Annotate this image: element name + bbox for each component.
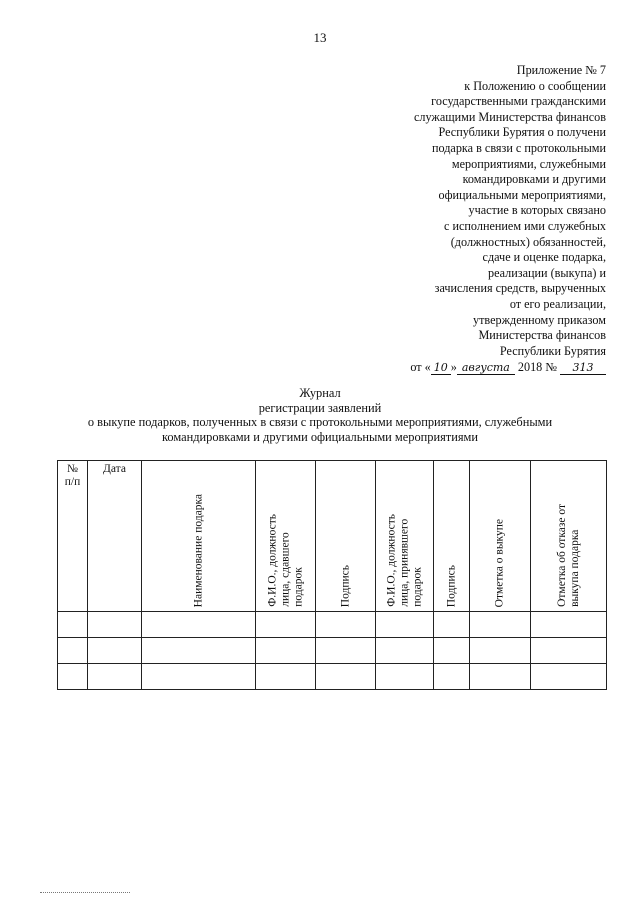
table-cell	[316, 638, 376, 664]
table-row	[58, 638, 607, 664]
appendix-line: Приложение № 7	[516, 63, 606, 77]
journal-description-2: командировками и другими официальными мероприятиями	[161, 429, 479, 444]
table-cell	[316, 664, 376, 690]
table-cell	[470, 612, 531, 638]
appendix-line: участие в которых связано	[468, 203, 606, 218]
appendix-block	[366, 63, 606, 376]
journal-heading	[0, 386, 640, 444]
appendix-line: утвержденному приказом	[473, 312, 606, 327]
appendix-line: официальными мероприятиями,	[438, 187, 606, 202]
column-header	[470, 461, 531, 612]
date-prefix: от «	[410, 360, 431, 375]
table-body	[58, 612, 607, 690]
column-header-label: Ф.И.О., должность лица, принявшего подарок	[385, 514, 423, 607]
table-cell	[58, 638, 88, 664]
page-number: 13	[313, 30, 327, 45]
table-cell	[434, 638, 470, 664]
appendix-line: Республики Бурятия о получени	[438, 125, 606, 140]
journal-description-1: о выкупе подарков, полученных в связи с протокольными мероприятиями, служебными	[87, 415, 553, 430]
table-cell	[531, 612, 607, 638]
appendix-line: от его реализации,	[509, 296, 606, 311]
appendix-line: командировками и другими	[462, 172, 606, 187]
column-header-label: Отметка об отказе от выкупа подарка	[555, 504, 581, 607]
table-cell	[531, 638, 607, 664]
date-day: 10	[431, 362, 451, 375]
table-cell	[376, 638, 434, 664]
table-cell	[531, 664, 607, 690]
table-cell	[88, 664, 142, 690]
table-cell	[88, 612, 142, 638]
table-cell	[256, 638, 316, 664]
appendix-line: зачисления средств, вырученных	[434, 281, 606, 296]
footer-rule	[40, 892, 130, 893]
appendix-line: Министерства финансов	[478, 328, 606, 343]
journal-title: Журнал	[299, 386, 341, 400]
column-header-label: Подпись	[445, 564, 457, 607]
date-month: августа	[457, 362, 515, 375]
table-cell	[142, 664, 256, 690]
appendix-line: реализации (выкупа) и	[487, 265, 606, 280]
table-cell	[470, 664, 531, 690]
doc-number: 313	[560, 362, 606, 375]
column-header: № п/п	[58, 461, 88, 612]
appendix-line: с исполнением ими служебных	[444, 218, 606, 233]
table-cell	[256, 612, 316, 638]
table-cell	[434, 664, 470, 690]
table-cell	[376, 612, 434, 638]
appendix-line: к Положению о сообщении	[464, 78, 606, 93]
table-cell	[88, 638, 142, 664]
table-cell	[58, 664, 88, 690]
appendix-line: государственными гражданскими	[431, 94, 606, 109]
table-row	[58, 664, 607, 690]
column-header	[376, 461, 434, 612]
table-cell	[142, 612, 256, 638]
appendix-line: подарка в связи с протокольными	[431, 140, 606, 155]
date-mid: »	[450, 360, 457, 375]
appendix-date-line	[366, 360, 606, 376]
appendix-line: мероприятиями, служебными	[451, 156, 606, 171]
journal-subtitle: регистрации заявлений	[258, 400, 382, 415]
table-row	[58, 612, 607, 638]
column-header	[142, 461, 256, 612]
column-header-label: Наименование подарка	[192, 493, 204, 607]
column-header-label: Подпись	[339, 564, 351, 607]
appendix-line: Республики Бурятия	[499, 343, 606, 358]
date-year: 2018 №	[517, 360, 557, 375]
column-header-label: Ф.И.О., должность лица, сдавшего подарок	[266, 514, 304, 607]
column-header	[434, 461, 470, 612]
table-cell	[142, 638, 256, 664]
registration-table	[57, 460, 607, 690]
column-header-label: Отметка о выкупе	[493, 518, 506, 607]
table-cell	[58, 612, 88, 638]
table-cell	[316, 612, 376, 638]
column-header	[256, 461, 316, 612]
appendix-line: служащими Министерства финансов	[413, 109, 606, 124]
appendix-line: сдаче и оценке подарка,	[482, 250, 606, 265]
column-header	[316, 461, 376, 612]
table-cell	[470, 638, 531, 664]
table-cell	[256, 664, 316, 690]
column-header	[531, 461, 607, 612]
table-cell	[376, 664, 434, 690]
column-header: Дата	[88, 461, 142, 612]
table-cell	[434, 612, 470, 638]
appendix-lines	[366, 63, 606, 359]
table-header-row	[58, 461, 607, 612]
appendix-line: (должностных) обязанностей,	[450, 234, 606, 249]
